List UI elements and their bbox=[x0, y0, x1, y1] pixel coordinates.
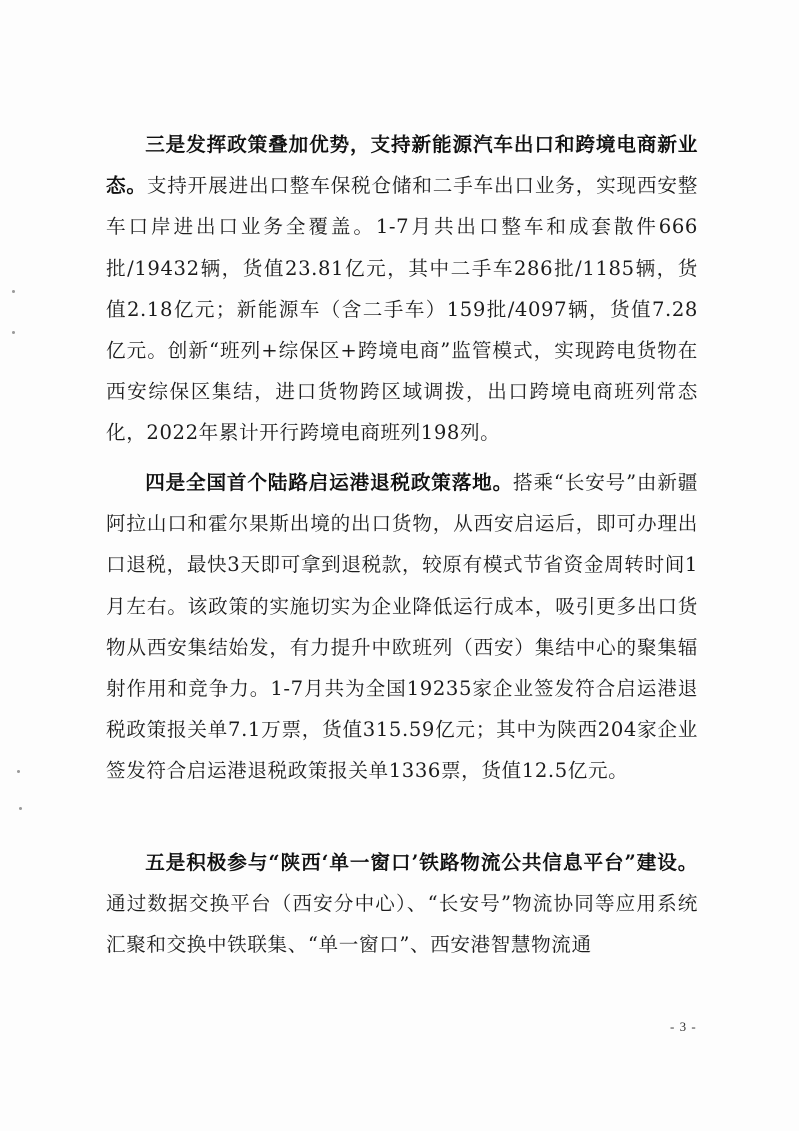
scan-speck bbox=[12, 290, 15, 293]
scan-speck bbox=[12, 331, 15, 334]
paragraph-body: 通过数据交换平台（西安分中心）、“长安号”物流协同等应用系统汇聚和交换中铁联集、“单一窗口”、西安港智慧物流通 bbox=[106, 892, 698, 957]
scan-speck bbox=[17, 770, 20, 773]
paragraph-lead: 三是发挥政策叠加优势，支持新能源汽车出口和跨境电商新业态。 bbox=[106, 133, 698, 198]
paragraph-export-new-energy-vehicles bbox=[106, 124, 698, 454]
paragraph-body: 搭乘“长安号”由新疆阿拉山口和霍尔果斯出境的出口货物，从西安启运后，即可办理出口退税，最快3天即可拿到退税款，较原有模式节省资金周转时间1月左右。该政策的实施切实为企业降低运行成本，吸引更多出口货物从西安集结始发，有力提升中欧班列（西安）集结中心的聚集辐射作用和竞争力。1-7月共为全国19235家企业签发符合启运港退税政策报关单7.1万票，货值315.59亿元；其中为陕西204家企业签发符合启运港退税政策报关单1336票，货值12.5亿元。 bbox=[106, 471, 698, 783]
paragraph-lead: 五是积极参与“陕西‘单一窗口’铁路物流公共信息平台”建设。 bbox=[145, 851, 698, 874]
paragraph-lead: 四是全国首个陆路启运港退税政策落地。 bbox=[145, 471, 514, 494]
page-number: - 3 - bbox=[670, 1019, 697, 1034]
paragraph-single-window-platform bbox=[106, 842, 698, 966]
paragraph-body: 支持开展进出口整车保税仓储和二手车出口业务，实现西安整车口岸进出口业务全覆盖。1-7月共出口整车和成套散件666批/19432辆，货值23.81亿元，其中二手车286批/1185辆，货值2.18亿元；新能源车（含二手车）159批/4097辆，货值7.28亿元。创新“班列+综保区+跨境电商”监管模式，实现跨电货物在西安综保区集结，进口货物跨区域调拨，出口跨境电商班列常态化，2022年累计开行跨境电商班列198列。 bbox=[106, 174, 698, 445]
scan-speck bbox=[19, 807, 22, 810]
paragraph-port-tax-refund bbox=[106, 462, 698, 792]
